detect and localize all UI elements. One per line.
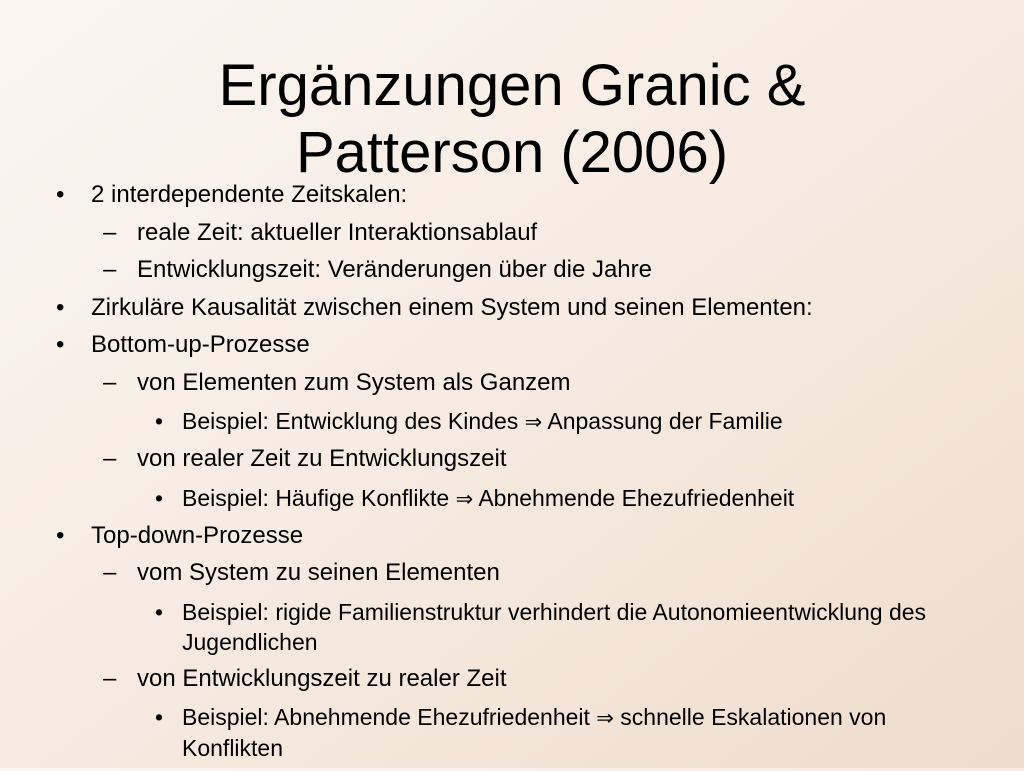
sub-item-entwicklungszeit — [0, 256, 1024, 284]
dash-marker: – — [103, 559, 117, 586]
sub-item-text: reale Zeit: aktueller Interaktionsablauf — [137, 218, 538, 246]
bullet-text: Zirkuläre Kausalität zwischen einem System und seinen Elementen: — [91, 293, 813, 321]
example-item-familienstruktur — [0, 597, 1024, 657]
example-text-after-arrow: Anpassung der Familie — [547, 408, 783, 434]
implies-arrow-icon: ⇒ — [524, 410, 543, 434]
sub-item-system-zu-elementen — [0, 559, 1024, 587]
slide-title-line-2: Patterson (2006) — [295, 120, 729, 185]
bullet-marker: • — [56, 181, 65, 208]
example-text-after-arrow: Abnehmende Ehezufriedenheit — [478, 484, 795, 511]
dash-marker: – — [103, 256, 117, 283]
sub-item-text: von Elementen zum System als Ganzem — [137, 368, 571, 396]
sub-item-text: von realer Zeit zu Entwicklungszeit — [137, 445, 507, 472]
dash-marker: – — [103, 664, 117, 692]
example-item-kindesentwicklung — [0, 406, 1024, 437]
sub-item-text: Entwicklungszeit: Veränderungen über die Jahre — [137, 256, 652, 283]
sub-item-text: vom System zu seinen Elementen — [137, 559, 500, 586]
bullet-item-zeitskalen — [0, 181, 1024, 209]
small-bullet-marker: • — [155, 484, 164, 511]
bullet-marker: • — [56, 331, 65, 358]
implies-arrow-icon: ⇒ — [596, 706, 614, 730]
bullet-marker: • — [56, 521, 65, 549]
bullet-text: 2 interdependente Zeitskalen: — [91, 181, 408, 208]
example-item-eskalationen — [0, 702, 1024, 763]
bullet-marker: • — [56, 293, 65, 321]
sub-item-reale-zeit — [0, 219, 1024, 247]
sub-item-text: von Entwicklungszeit zu realer Zeit — [137, 664, 507, 692]
sub-item-reale-zu-entwicklungszeit — [0, 445, 1024, 473]
example-text-before-arrow: Beispiel: Entwicklung des Kindes — [182, 408, 519, 434]
slide-title — [0, 52, 1024, 186]
dash-marker: – — [103, 445, 117, 472]
sub-item-elemente-zum-system — [0, 369, 1024, 397]
dash-marker: – — [103, 368, 117, 396]
small-bullet-marker: • — [155, 598, 164, 625]
bullet-text: Top-down-Prozesse — [91, 521, 304, 549]
bullet-item-top-down — [0, 522, 1024, 550]
bullet-item-bottom-up — [0, 331, 1024, 359]
sub-item-entwicklungszeit-zu-realer — [0, 665, 1024, 693]
bullet-text: Bottom-up-Prozesse — [91, 331, 310, 358]
slide-title-line-1: Ergänzungen Granic & — [218, 53, 806, 118]
example-text-after-arrow: schnelle Eskalationen von Konflikten — [182, 704, 887, 761]
example-text-before-arrow: Beispiel: Abnehmende Ehezufriedenheit — [182, 704, 590, 730]
bullet-item-kausalitaet — [0, 294, 1024, 322]
dash-marker: – — [103, 218, 117, 246]
small-bullet-marker: • — [155, 704, 164, 730]
small-bullet-marker: • — [155, 408, 164, 434]
example-item-konflikte — [0, 483, 1024, 514]
example-text: Beispiel: rigide Familienstruktur verhindert die Autonomieentwicklung des Jugendlichen — [182, 598, 927, 655]
bullet-list — [0, 181, 1024, 771]
implies-arrow-icon: ⇒ — [455, 486, 474, 511]
example-text-before-arrow: Beispiel: Häufige Konflikte — [182, 484, 450, 511]
